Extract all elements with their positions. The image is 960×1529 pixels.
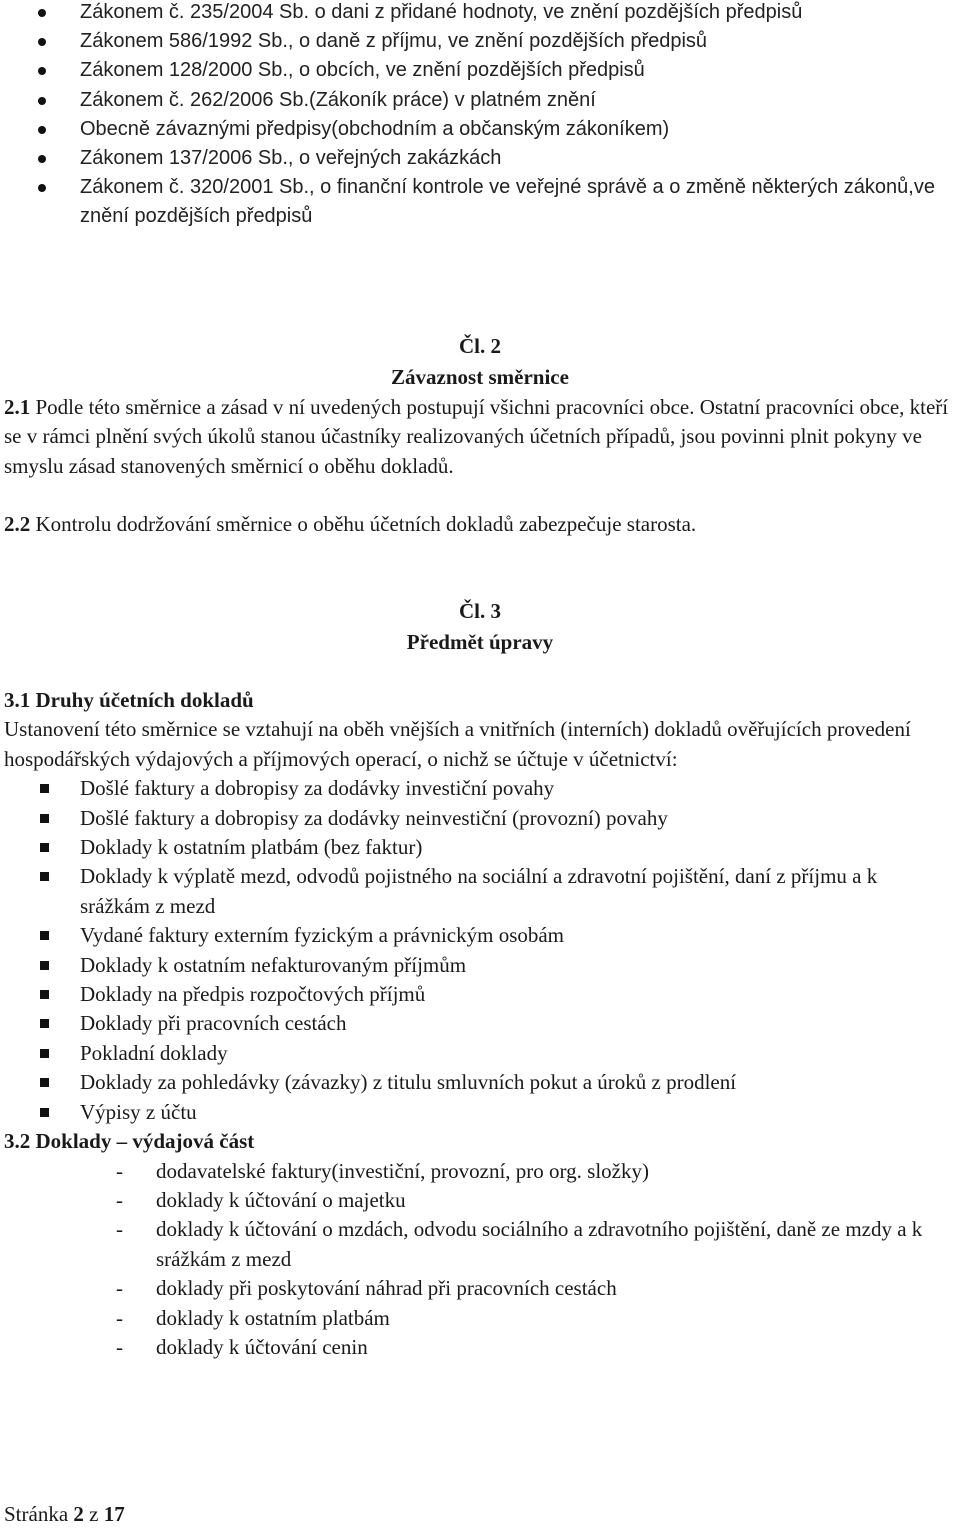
section-3-1-intro: Ustanovení této směrnice se vztahují na oběh vnějších a vnitřních (interních) dokladů ověřujících provedení hospodářských výdajových a příjmových operací, o nichž se účtuje v účetnictví: xyxy=(4,717,911,771)
square-bullet-icon xyxy=(40,961,49,970)
list-item: Zákonem č. 235/2004 Sb. o dani z přidané hodnoty, ve znění pozdějších předpisů xyxy=(0,0,960,27)
list-item: Zákonem č. 262/2006 Sb.(Zákoník práce) v platném znění xyxy=(0,86,960,115)
square-bullet-icon xyxy=(40,990,49,999)
article-2 xyxy=(0,331,960,540)
list-item: Doklady při pracovních cestách xyxy=(0,1009,960,1038)
article-2-number: Čl. 2 xyxy=(459,334,501,358)
list-item: Zákonem 137/2006 Sb., o veřejných zakázkách xyxy=(0,144,960,173)
list-item: - doklady při poskytování náhrad při pracovních cestách xyxy=(0,1274,960,1303)
square-bullet-icon xyxy=(40,814,49,823)
section-3-1-title: 3.1 Druhy účetních dokladů xyxy=(4,688,254,712)
bullet-icon xyxy=(38,9,46,17)
bullet-icon xyxy=(38,155,46,163)
list-item: Zákonem 586/1992 Sb., o daně z příjmu, ve znění pozdějších předpisů xyxy=(0,27,960,56)
list-item: Došlé faktury a dobropisy za dodávky neinvestiční (provozní) povahy xyxy=(0,804,960,833)
list-item: Doklady k výplatě mezd, odvodů pojistného na sociální a zdravotní pojištění, daní z příjmu a k srážkám z mezd xyxy=(0,862,960,921)
list-item: - dodavatelské faktury(investiční, provozní, pro org. složky) xyxy=(0,1157,960,1186)
section-3-2-title: 3.2 Doklady – výdajová část xyxy=(4,1129,255,1154)
list-item: Doklady k ostatním nefakturovaným příjmům xyxy=(0,951,960,980)
document-types-list xyxy=(0,774,960,1127)
square-bullet-icon xyxy=(40,1049,49,1058)
dash-bullet: - xyxy=(116,1158,123,1183)
dash-bullet: - xyxy=(116,1305,123,1330)
list-item: Vydané faktury externím fyzickým a právnickým osobám xyxy=(0,921,960,950)
bullet-icon xyxy=(38,38,46,46)
dash-bullet: - xyxy=(116,1187,123,1212)
list-item: - doklady k ostatním platbám xyxy=(0,1304,960,1333)
dash-bullet: - xyxy=(116,1334,123,1359)
article-2-title: Závaznost směrnice xyxy=(391,365,569,389)
list-item: - doklady k účtování cenin xyxy=(0,1333,960,1362)
current-page-number: 2 xyxy=(73,1502,84,1526)
laws-list xyxy=(0,0,960,232)
square-bullet-icon xyxy=(40,1078,49,1087)
bullet-icon xyxy=(38,67,46,75)
list-item: Došlé faktury a dobropisy za dodávky investiční povahy xyxy=(0,774,960,803)
list-item: Pokladní doklady xyxy=(0,1039,960,1068)
page-footer: Stránka 2 z 17 xyxy=(4,1502,125,1526)
list-item: Zákonem č. 320/2001 Sb., o finanční kontrole ve veřejné správě a o změně některých zákonů,ve znění pozdějších předpisů xyxy=(0,173,960,231)
list-item: Doklady na předpis rozpočtových příjmů xyxy=(0,980,960,1009)
article-3-number: Čl. 3 xyxy=(459,599,501,623)
square-bullet-icon xyxy=(40,1108,49,1117)
article-3-title: Předmět úpravy xyxy=(406,630,554,654)
square-bullet-icon xyxy=(40,1019,49,1028)
list-item: Doklady za pohledávky (závazky) z titulu smluvních pokut a úroků z prodlení xyxy=(0,1068,960,1097)
bullet-icon xyxy=(38,97,46,105)
dash-bullet: - xyxy=(116,1276,123,1301)
paragraph-2-1: 2.1 Podle této směrnice a zásad v ní uvedených postupují všichni pracovníci obce. Ostatní pracovníci obce, kteří se v rámci plnění svých úkolů stanou účastníky realizovaných účetních případů, jsou povinni plnit pokyny ve smyslu zásad stanovených směrnicí o oběhu dokladů. xyxy=(4,395,949,478)
article-3 xyxy=(0,596,960,1362)
list-item: Doklady k ostatním platbám (bez faktur) xyxy=(0,833,960,862)
list-item: - doklady k účtování o majetku xyxy=(0,1186,960,1215)
square-bullet-icon xyxy=(40,784,49,793)
bullet-icon xyxy=(38,126,46,134)
expense-documents-list xyxy=(0,1157,960,1363)
dash-bullet: - xyxy=(116,1217,123,1242)
square-bullet-icon xyxy=(40,843,49,852)
list-item: Obecně závaznými předpisy(obchodním a občanským zákoníkem) xyxy=(0,115,960,144)
paragraph-2-2: 2.2 Kontrolu dodržování směrnice o oběhu účetních dokladů zabezpečuje starosta. xyxy=(4,512,697,537)
square-bullet-icon xyxy=(40,872,49,881)
square-bullet-icon xyxy=(40,931,49,940)
list-item: Výpisy z účtu xyxy=(0,1098,960,1127)
list-item: - doklady k účtování o mzdách, odvodu sociálního a zdravotního pojištění, daně ze mzdy a k srážkám z mezd xyxy=(116,1217,923,1271)
list-item: Zákonem 128/2000 Sb., o obcích, ve znění pozdějších předpisů xyxy=(0,56,960,85)
bullet-icon xyxy=(38,184,46,192)
total-pages: 17 xyxy=(103,1502,125,1526)
